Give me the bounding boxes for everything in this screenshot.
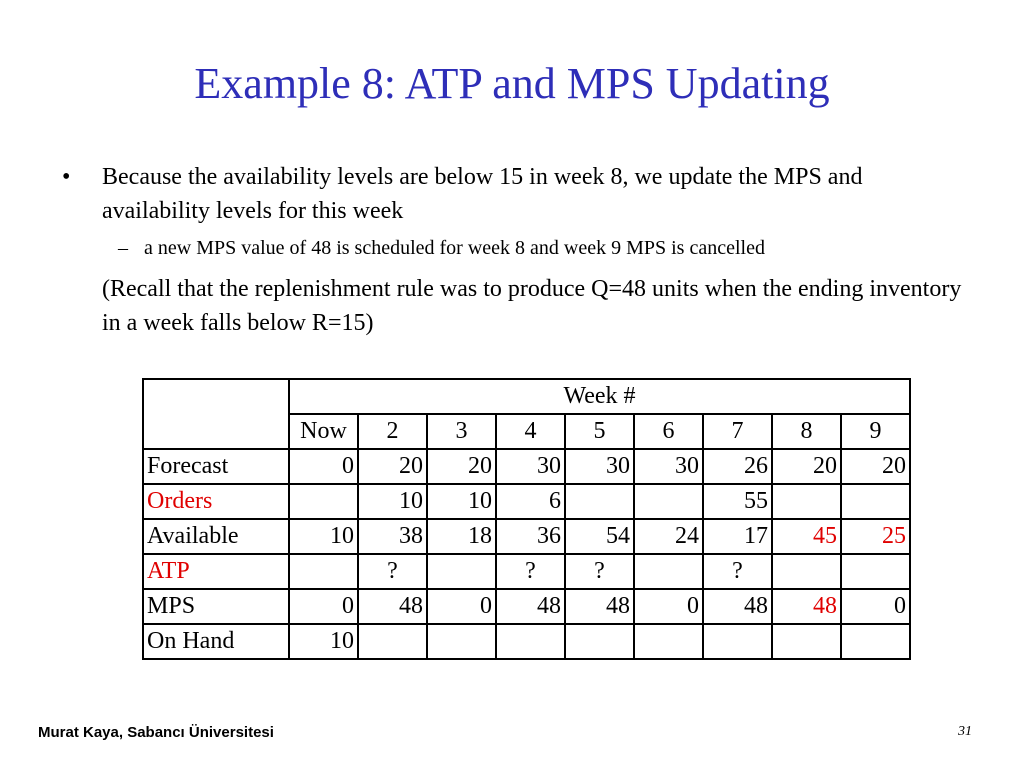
- table-cell: 0: [427, 589, 496, 624]
- table-cell: [565, 484, 634, 519]
- table-cell: [772, 554, 841, 589]
- table-cell: [772, 624, 841, 659]
- orders-row: [143, 484, 910, 519]
- table-cell: [841, 624, 910, 659]
- table-cell: [841, 484, 910, 519]
- bullet-marker: •: [62, 164, 71, 190]
- table-cell: [634, 484, 703, 519]
- table-cell: 54: [565, 519, 634, 554]
- table-cell: 30: [634, 449, 703, 484]
- table-cell: 10: [289, 624, 358, 659]
- atp-row: [143, 554, 910, 589]
- table-cell: [496, 624, 565, 659]
- table-cell: 48: [703, 589, 772, 624]
- table-cell: [772, 484, 841, 519]
- table-cell: 38: [358, 519, 427, 554]
- table-cell: 20: [358, 449, 427, 484]
- forecast-row: [143, 449, 910, 484]
- table-cell: [841, 554, 910, 589]
- table-cell: 6: [496, 484, 565, 519]
- table-cell: [427, 624, 496, 659]
- week-cell: 6: [634, 414, 703, 449]
- table-corner-cell: [143, 379, 289, 449]
- table-cell: [427, 554, 496, 589]
- table-cell: 30: [496, 449, 565, 484]
- mps-row: [143, 589, 910, 624]
- sub-bullet-text: a new MPS value of 48 is scheduled for week 8 and week 9 MPS is cancelled: [144, 237, 765, 259]
- row-label: ATP: [143, 554, 289, 589]
- table-cell: 48: [565, 589, 634, 624]
- week-cell: Now: [289, 414, 358, 449]
- on-hand-row: [143, 624, 910, 659]
- table-cell-updated: 48: [772, 589, 841, 624]
- footer-author: Murat Kaya, Sabancı Üniversitesi: [38, 724, 274, 741]
- table-cell: 48: [358, 589, 427, 624]
- week-cell: 4: [496, 414, 565, 449]
- table-cell: [358, 624, 427, 659]
- row-label: Available: [143, 519, 289, 554]
- table-cell: 30: [565, 449, 634, 484]
- table-cell: 0: [289, 589, 358, 624]
- table-cell: [289, 484, 358, 519]
- table-cell: ?: [358, 554, 427, 589]
- table-cell: 10: [427, 484, 496, 519]
- table-cell: 0: [841, 589, 910, 624]
- available-row: [143, 519, 910, 554]
- row-label: Orders: [143, 484, 289, 519]
- row-label: MPS: [143, 589, 289, 624]
- table-header-row: [143, 379, 910, 414]
- table-cell: 20: [841, 449, 910, 484]
- table-cell: 20: [772, 449, 841, 484]
- table-cell: 17: [703, 519, 772, 554]
- table-cell: 26: [703, 449, 772, 484]
- week-cell: 7: [703, 414, 772, 449]
- table-cell: 24: [634, 519, 703, 554]
- table-cell: 48: [496, 589, 565, 624]
- table-cell: ?: [703, 554, 772, 589]
- table-cell: ?: [496, 554, 565, 589]
- page-number: 31: [958, 724, 972, 739]
- week-cell: 3: [427, 414, 496, 449]
- table-cell: [634, 554, 703, 589]
- table-cell: [289, 554, 358, 589]
- bullet-point: [62, 160, 962, 228]
- week-cell: 9: [841, 414, 910, 449]
- row-label: Forecast: [143, 449, 289, 484]
- table-cell: [634, 624, 703, 659]
- bullet-text: Because the availability levels are below 15 in week 8, we update the MPS and availability levels for this week: [102, 164, 863, 224]
- table-cell: 10: [289, 519, 358, 554]
- table-cell: [703, 624, 772, 659]
- table-cell-updated: 45: [772, 519, 841, 554]
- table-cell: 10: [358, 484, 427, 519]
- table-cell: 20: [427, 449, 496, 484]
- week-header: Week #: [289, 379, 910, 414]
- table-cell: 0: [634, 589, 703, 624]
- sub-bullet-point: [118, 234, 978, 262]
- mps-table: [142, 378, 911, 660]
- slide-title: Example 8: ATP and MPS Updating: [194, 59, 830, 108]
- table-cell: 36: [496, 519, 565, 554]
- table-cell: ?: [565, 554, 634, 589]
- table-cell: [565, 624, 634, 659]
- table-cell-updated: 25: [841, 519, 910, 554]
- recall-note: (Recall that the replenishment rule was to produce Q=48 units when the ending inventory in a week falls below R=15): [102, 276, 962, 336]
- table-cell: 55: [703, 484, 772, 519]
- table-cell: 18: [427, 519, 496, 554]
- table-cell: 0: [289, 449, 358, 484]
- week-cell: 2: [358, 414, 427, 449]
- week-cell: 8: [772, 414, 841, 449]
- sub-bullet-marker: –: [118, 237, 128, 259]
- row-label: On Hand: [143, 624, 289, 659]
- week-cell: 5: [565, 414, 634, 449]
